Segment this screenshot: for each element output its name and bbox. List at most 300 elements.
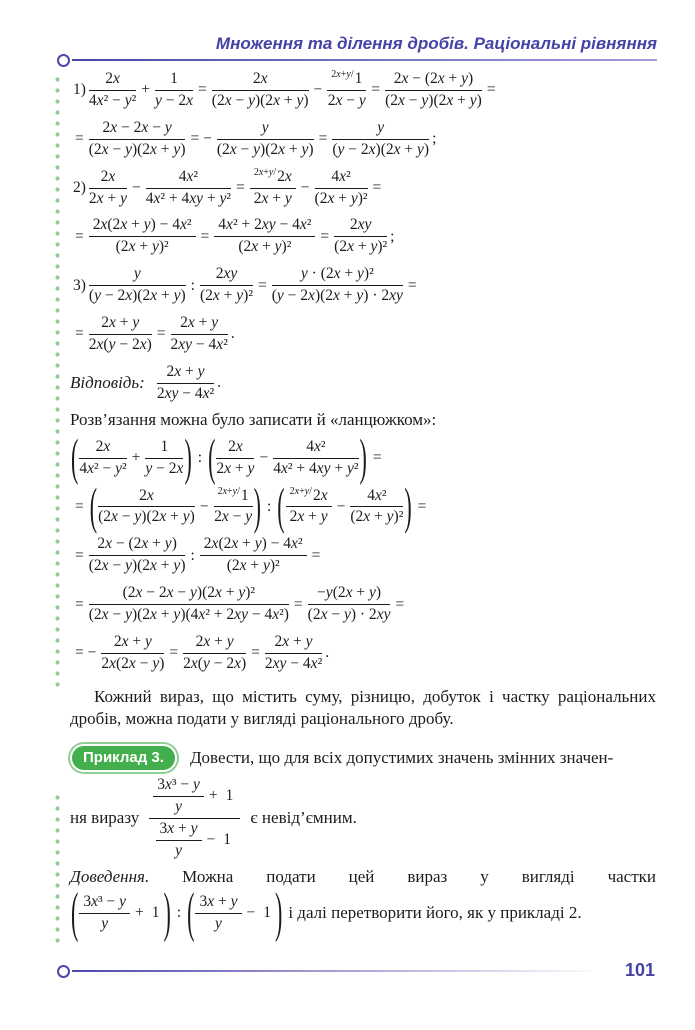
denominator bbox=[334, 237, 387, 257]
math-operator: = bbox=[75, 325, 84, 343]
math-fraction bbox=[146, 168, 231, 209]
math-operator: = bbox=[371, 81, 381, 99]
math-operator: − bbox=[259, 449, 269, 467]
fraction-part: y bbox=[133, 265, 141, 283]
denominator bbox=[217, 140, 314, 160]
math-operator: = bbox=[75, 130, 84, 148]
fraction-part: (2x − y) · 2xy bbox=[307, 606, 391, 624]
fraction-part: 1 bbox=[354, 70, 363, 87]
fraction-part: 2x + y bbox=[180, 314, 219, 332]
fraction-part: 2x bbox=[277, 167, 292, 185]
extra-multiplier: 2x+y/ bbox=[289, 485, 312, 497]
numerator bbox=[79, 893, 130, 914]
denominator bbox=[149, 819, 240, 861]
numerator bbox=[183, 633, 246, 654]
fraction-part: 2x + y bbox=[274, 632, 313, 650]
denominator bbox=[332, 140, 429, 160]
math-line bbox=[70, 477, 656, 535]
numerator bbox=[145, 438, 183, 459]
math-operator: : bbox=[190, 276, 195, 294]
math-operator: = bbox=[318, 130, 328, 148]
denominator bbox=[101, 654, 164, 674]
math-operator: + bbox=[135, 904, 144, 921]
denominator bbox=[146, 189, 231, 209]
paren-open: ( bbox=[89, 477, 98, 535]
math-fraction bbox=[155, 70, 193, 111]
fraction-part: 2xy bbox=[349, 216, 372, 234]
numerator bbox=[250, 168, 296, 189]
fraction-part: 2x + y bbox=[101, 314, 140, 332]
denominator bbox=[308, 605, 391, 625]
math-fraction bbox=[273, 438, 358, 479]
math-fraction bbox=[265, 633, 322, 674]
numerator bbox=[89, 265, 186, 286]
answer-row bbox=[70, 363, 656, 404]
fraction-part: 2x + y bbox=[216, 459, 255, 477]
fraction-part: 2x + y bbox=[88, 189, 127, 207]
math-operator: = bbox=[75, 546, 84, 564]
math-fraction bbox=[89, 535, 186, 576]
denominator bbox=[79, 459, 126, 479]
numerator bbox=[286, 487, 332, 508]
denominator bbox=[250, 189, 296, 209]
denominator bbox=[265, 654, 322, 674]
numerator bbox=[272, 265, 403, 286]
denominator bbox=[155, 91, 193, 111]
numerator bbox=[216, 438, 254, 459]
math-fraction bbox=[334, 216, 387, 257]
fraction-part: 1 bbox=[170, 70, 178, 87]
math-operator: = bbox=[75, 497, 84, 515]
fraction-part: 2x − (2x + y) bbox=[97, 535, 177, 553]
header-rule bbox=[72, 59, 657, 61]
math-fraction bbox=[89, 216, 196, 257]
math-fraction bbox=[101, 633, 164, 674]
denominator bbox=[214, 507, 253, 527]
math-operator: = bbox=[169, 644, 179, 662]
numerator bbox=[89, 70, 136, 91]
fraction-part: y bbox=[175, 841, 182, 859]
extra-multiplier: 2x+y/ bbox=[331, 69, 354, 80]
math-operator: + bbox=[141, 81, 150, 99]
fraction-part: 3x + y bbox=[159, 819, 198, 837]
math-operator: = bbox=[395, 595, 405, 613]
math-operator: : bbox=[197, 449, 203, 467]
fraction-part: 3x³ − y bbox=[83, 892, 126, 910]
fraction-part: (2x − y)(2x + y) bbox=[98, 508, 195, 526]
numerator bbox=[89, 535, 186, 556]
fraction-part: (2x + y)² bbox=[334, 238, 388, 256]
denominator bbox=[79, 914, 130, 934]
numerator bbox=[171, 314, 228, 335]
math-fraction bbox=[89, 314, 152, 355]
numerator bbox=[265, 633, 322, 654]
fraction-part: 2x + y bbox=[253, 189, 292, 207]
denominator bbox=[183, 654, 246, 674]
math-fraction bbox=[214, 216, 315, 257]
numerator bbox=[79, 438, 126, 459]
proof-text: і далі перетворити його, як у прикладі 2. bbox=[288, 903, 582, 922]
numerator bbox=[146, 168, 231, 189]
math-text: ; bbox=[432, 130, 437, 148]
math-fraction bbox=[272, 265, 403, 306]
numerator bbox=[217, 119, 314, 140]
fraction-part: (2x + y)² bbox=[314, 189, 368, 207]
math-fraction bbox=[200, 265, 253, 306]
math-operator: = bbox=[75, 595, 84, 613]
numerator bbox=[89, 119, 186, 140]
math-line bbox=[70, 535, 656, 576]
denominator bbox=[156, 841, 202, 861]
denominator bbox=[200, 556, 307, 576]
fraction-part: 2x bbox=[312, 486, 328, 504]
denominator bbox=[98, 507, 195, 527]
math-text: 3) bbox=[73, 276, 86, 294]
fraction-part: 4x² bbox=[178, 167, 199, 185]
math-operator: = bbox=[251, 644, 260, 662]
fraction-part: 2x(2x − y) bbox=[101, 654, 165, 672]
fraction-part: −y(2x + y) bbox=[317, 584, 382, 602]
denominator bbox=[200, 286, 253, 306]
fraction-part: (2x − y)(2x + y) bbox=[385, 91, 482, 109]
paren-close: ) bbox=[404, 477, 412, 535]
math-text: . bbox=[217, 374, 222, 392]
fraction-part: (y − 2x)(2x + y) bbox=[332, 140, 430, 158]
denominator bbox=[89, 189, 127, 209]
math-text: 1 bbox=[151, 904, 160, 921]
math-line bbox=[70, 265, 656, 306]
paren-close: ) bbox=[275, 880, 283, 943]
fraction-part: 2x bbox=[95, 437, 111, 455]
math-fraction bbox=[89, 584, 289, 625]
denominator bbox=[212, 91, 309, 111]
fraction-part: y − 2x bbox=[155, 91, 194, 109]
denominator bbox=[89, 556, 186, 576]
page-content bbox=[70, 69, 656, 943]
fraction-part: 2x bbox=[228, 437, 243, 455]
math-fraction bbox=[149, 776, 240, 861]
proof-math-row bbox=[70, 880, 656, 943]
numerator bbox=[334, 216, 387, 237]
footer-rule-circle-icon bbox=[57, 965, 70, 978]
fraction-part: y bbox=[261, 118, 269, 136]
math-operator: = bbox=[198, 81, 207, 99]
denominator bbox=[89, 335, 152, 355]
numerator bbox=[212, 70, 309, 91]
math-line bbox=[70, 314, 656, 355]
math-fraction bbox=[214, 487, 253, 528]
math-fraction bbox=[250, 168, 296, 209]
math-line bbox=[70, 428, 656, 486]
math-fraction bbox=[350, 487, 403, 528]
numerator bbox=[157, 363, 214, 384]
math-operator: = bbox=[200, 227, 210, 245]
fraction-part: 4x² + 4xy + y² bbox=[145, 189, 232, 207]
proof-intro-row bbox=[70, 867, 656, 887]
math-operator: = bbox=[293, 595, 303, 613]
proof-label: Доведення. bbox=[70, 866, 150, 886]
fraction-part: (2x − y)(2x + y)(4x² + 2xy − 4x²) bbox=[88, 606, 289, 624]
numerator bbox=[89, 314, 152, 335]
math-fraction bbox=[89, 119, 186, 160]
fraction-part: 2x bbox=[252, 70, 268, 87]
theory-paragraph: Кожний вираз, що містить суму, різницю, добуток і частку раціональних дробів, можна подати у вигляді раціонального дробу. bbox=[70, 686, 656, 729]
fraction-part: 2x bbox=[100, 167, 116, 185]
math-text: 2) bbox=[73, 179, 86, 197]
fraction-part: 2x bbox=[139, 486, 154, 504]
fraction-part: (2x − y)(2x + y) bbox=[88, 557, 186, 575]
denominator bbox=[145, 459, 183, 479]
fraction-part: 4x² bbox=[306, 437, 326, 455]
math-fraction bbox=[89, 168, 127, 209]
example-badge: Приклад 3. bbox=[70, 744, 177, 772]
math-text: . bbox=[230, 325, 235, 343]
proof-text: Можна подати цей вираз у вигляді частки bbox=[182, 866, 656, 886]
denominator bbox=[385, 91, 482, 111]
math-operator: : bbox=[190, 546, 195, 564]
fraction-part: y − 2x bbox=[145, 459, 184, 477]
math-operator: − bbox=[246, 904, 256, 921]
math-fraction bbox=[308, 584, 391, 625]
math-operator: − bbox=[300, 179, 310, 197]
denominator bbox=[171, 335, 228, 355]
numerator bbox=[149, 776, 240, 819]
math-operator: = bbox=[486, 81, 496, 99]
math-fraction bbox=[216, 438, 254, 479]
fraction-part: y bbox=[215, 914, 222, 932]
fraction-part bbox=[153, 776, 236, 817]
numerator bbox=[101, 633, 164, 654]
numerator bbox=[195, 893, 241, 914]
math-line bbox=[70, 168, 656, 209]
denominator bbox=[327, 91, 366, 111]
denominator bbox=[315, 189, 368, 209]
paren-close: ) bbox=[359, 428, 367, 486]
math-operator: = bbox=[156, 325, 166, 343]
paren-close: ) bbox=[184, 428, 192, 486]
answer-label: Відповідь: bbox=[70, 373, 145, 393]
math-fraction bbox=[217, 119, 314, 160]
math-fraction bbox=[212, 70, 309, 111]
paren-close: ) bbox=[163, 880, 171, 943]
statement-text: є невід’ємним. bbox=[250, 808, 357, 828]
fraction-part: 4x² + 4xy + y² bbox=[273, 459, 359, 477]
numerator bbox=[327, 70, 366, 91]
math-fraction bbox=[327, 70, 366, 111]
denominator bbox=[89, 286, 186, 306]
numerator bbox=[214, 216, 315, 237]
fraction-part: 2xy bbox=[215, 265, 238, 283]
fraction-part: 2x + y bbox=[289, 508, 328, 526]
math-fraction bbox=[89, 265, 186, 306]
fraction-part: (2x − 2x − y)(2x + y)² bbox=[122, 584, 256, 602]
numerator bbox=[308, 584, 391, 605]
statement-text: ня виразу bbox=[70, 808, 140, 828]
extra-multiplier: 2x+y/ bbox=[217, 485, 240, 497]
math-fraction bbox=[286, 487, 332, 528]
extra-multiplier: 2x+y/ bbox=[253, 166, 277, 178]
paren-open: ( bbox=[71, 428, 79, 486]
math-fraction bbox=[89, 70, 136, 111]
math-operator: = bbox=[372, 449, 382, 467]
math-fraction bbox=[153, 776, 204, 817]
math-operator: = − bbox=[190, 130, 212, 148]
fraction-part: 2x(y − 2x) bbox=[88, 335, 152, 353]
numerator bbox=[153, 776, 204, 797]
fraction-part: 2xy − 4x² bbox=[170, 335, 228, 353]
math-fraction bbox=[98, 487, 195, 528]
math-operator: = bbox=[417, 497, 427, 515]
answer-math bbox=[157, 363, 224, 404]
numerator bbox=[89, 168, 127, 189]
fraction-part: 2x + y bbox=[166, 362, 205, 380]
big-fraction bbox=[149, 776, 240, 861]
denominator bbox=[216, 459, 254, 479]
denominator bbox=[157, 384, 214, 404]
paren-open: ( bbox=[187, 880, 195, 943]
math-operator: = bbox=[320, 227, 330, 245]
denominator bbox=[350, 507, 403, 527]
fraction-part: (y − 2x)(2x + y) · 2xy bbox=[271, 287, 403, 305]
numerator bbox=[214, 487, 253, 508]
fraction-part: 2x − (2x + y) bbox=[393, 70, 474, 87]
paren-open: ( bbox=[208, 428, 216, 486]
math-fraction bbox=[79, 438, 126, 479]
numerator bbox=[273, 438, 358, 459]
fraction-part: 2x(y − 2x) bbox=[183, 654, 247, 672]
math-fraction bbox=[145, 438, 183, 479]
fraction-part: 2x + y bbox=[195, 632, 234, 650]
math-fraction bbox=[332, 119, 429, 160]
fraction-part: 2x − 2x − y bbox=[102, 118, 172, 136]
math-operator: = bbox=[372, 179, 382, 197]
math-operator: : bbox=[266, 497, 272, 515]
math-operator: + bbox=[131, 449, 141, 467]
statement-expression-row bbox=[70, 776, 656, 861]
math-line bbox=[70, 216, 656, 257]
fraction-part: 2x(2x + y) − 4x² bbox=[92, 216, 192, 234]
math-fraction bbox=[171, 314, 228, 355]
denominator bbox=[89, 140, 186, 160]
statement-text: Довести, що для всіх допустимих значень змінних значен- bbox=[189, 747, 614, 767]
numerator bbox=[89, 584, 289, 605]
math-operator: = bbox=[75, 227, 84, 245]
math-operator: − bbox=[336, 497, 346, 515]
page-number: 101 bbox=[624, 960, 655, 980]
numerator bbox=[332, 119, 429, 140]
fraction-part: 2x bbox=[105, 70, 120, 87]
fraction-part: (2x − y)(2x + y) bbox=[216, 140, 314, 158]
math-operator: − bbox=[313, 81, 323, 99]
denominator bbox=[89, 605, 289, 625]
math-line bbox=[70, 880, 283, 943]
fraction-part: 4x² bbox=[331, 167, 351, 185]
math-operator: − bbox=[131, 179, 141, 197]
numerator bbox=[385, 70, 482, 91]
math-operator: = bbox=[257, 276, 267, 294]
numerator bbox=[200, 265, 253, 286]
math-text: 1) bbox=[73, 81, 86, 99]
math-fraction bbox=[385, 70, 482, 111]
fraction-part: 2x(2x + y) − 4x² bbox=[203, 535, 303, 553]
fraction-part: (2x − y)(2x + y) bbox=[211, 91, 309, 109]
fraction-part: (2x + y)² bbox=[199, 287, 253, 305]
example-heading-row bbox=[70, 744, 656, 772]
numerator bbox=[155, 70, 193, 91]
math-operator: = bbox=[311, 546, 321, 564]
math-operator: = bbox=[407, 276, 417, 294]
denominator bbox=[214, 237, 315, 257]
denominator bbox=[273, 459, 358, 479]
chain-intro-text: Розв’язання можна було записати й «ланцюжком»: bbox=[70, 409, 437, 429]
denominator bbox=[89, 91, 136, 111]
math-fraction bbox=[156, 820, 202, 861]
math-text: 1 bbox=[225, 786, 234, 804]
fraction-part: 3x + y bbox=[199, 892, 238, 910]
math-operator: − bbox=[206, 830, 216, 848]
math-fraction bbox=[315, 168, 368, 209]
fraction-part: (2x + y)² bbox=[238, 238, 292, 256]
fraction-part: y · (2x + y)² bbox=[300, 265, 374, 283]
math-line bbox=[70, 119, 656, 160]
margin-dotted-line bbox=[55, 792, 60, 944]
math-operator: + bbox=[208, 786, 218, 804]
paren-open: ( bbox=[277, 477, 285, 535]
numerator bbox=[156, 820, 202, 841]
math-text: ; bbox=[390, 227, 395, 245]
fraction-part: 2x − y bbox=[327, 91, 366, 109]
footer-rule bbox=[72, 970, 592, 972]
numerator bbox=[350, 487, 403, 508]
math-line bbox=[70, 584, 656, 625]
fraction-part: y bbox=[377, 118, 385, 136]
fraction-part: 1 bbox=[160, 437, 169, 455]
numerator bbox=[98, 487, 195, 508]
fraction-part: 1 bbox=[240, 486, 249, 504]
math-text: 1 bbox=[263, 904, 271, 921]
fraction-part: 4x² − y² bbox=[79, 459, 127, 477]
fraction-part: 2x + y bbox=[113, 632, 152, 650]
fraction-part bbox=[156, 820, 235, 861]
math-fraction bbox=[195, 893, 241, 934]
fraction-part: y bbox=[101, 914, 109, 932]
math-text: 1 bbox=[223, 830, 232, 848]
fraction-part: y bbox=[175, 797, 182, 815]
numerator bbox=[200, 535, 307, 556]
numerator bbox=[89, 216, 196, 237]
denominator bbox=[153, 797, 204, 817]
fraction-part: 4x² + 2xy − 4x² bbox=[218, 216, 312, 234]
math-operator: : bbox=[176, 904, 182, 921]
math-operator: − bbox=[199, 497, 209, 515]
math-operator: = bbox=[236, 179, 245, 197]
page-header-title: Множення та ділення дробів. Раціональні рівняння bbox=[215, 34, 657, 53]
math-fraction bbox=[183, 633, 246, 674]
denominator bbox=[89, 237, 196, 257]
fraction-part: (2x − y)(2x + y) bbox=[88, 140, 186, 158]
header-rule-circle-icon bbox=[57, 54, 70, 67]
fraction-part: 2xy − 4x² bbox=[264, 654, 323, 672]
fraction-part: (2x + y)² bbox=[350, 508, 404, 526]
denominator bbox=[272, 286, 403, 306]
fraction-part: (y − 2x)(2x + y) bbox=[88, 287, 186, 305]
fraction-part: 4x² − y² bbox=[88, 91, 137, 109]
math-fraction bbox=[200, 535, 307, 576]
paren-close: ) bbox=[253, 477, 261, 535]
numerator bbox=[315, 168, 368, 189]
fraction-part: (2x + y)² bbox=[115, 238, 169, 256]
margin-dotted-line bbox=[55, 74, 60, 690]
